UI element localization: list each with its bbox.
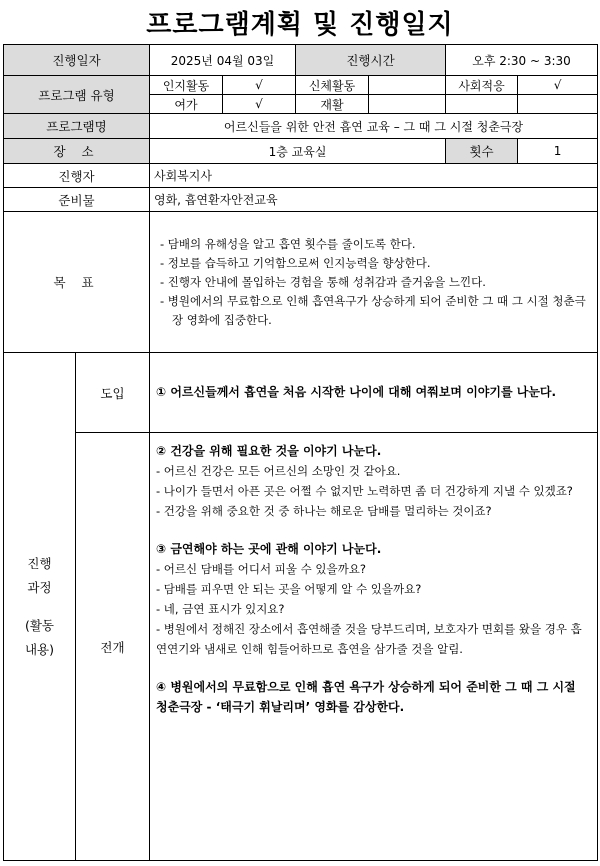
type-mark-leisure: √ bbox=[223, 95, 296, 114]
goal-item: - 병원에서의 무료함으로 인해 흡연욕구가 상승하게 되어 준비한 그 때 그 시절 청춘극장 영화에 집중한다. bbox=[160, 293, 586, 327]
row-place bbox=[4, 139, 598, 164]
development-content bbox=[150, 433, 598, 861]
type-name-physical: 신체활동 bbox=[296, 76, 369, 95]
type-mark-rehab bbox=[369, 95, 446, 114]
type-empty-1 bbox=[446, 95, 518, 114]
count-value: 1 bbox=[518, 139, 598, 164]
materials-label: 준비물 bbox=[4, 188, 150, 212]
goal-item: - 정보를 습득하고 기억함으로써 인지능력을 향상한다. bbox=[160, 255, 431, 270]
process-label-line: 내용) bbox=[24, 641, 55, 657]
process-label bbox=[4, 353, 76, 861]
materials-value: 영화, 흡연환자안전교육 bbox=[150, 188, 598, 212]
intro-label: 도입 bbox=[76, 353, 150, 433]
activity-section-2 bbox=[156, 441, 591, 521]
date-label: 진행일자 bbox=[4, 45, 150, 76]
goals-cell bbox=[150, 212, 598, 353]
row-development bbox=[4, 433, 598, 861]
goal-item: - 담배의 유해성을 알고 흡연 횟수를 줄이도록 한다. bbox=[160, 236, 416, 251]
activity-line: - 담배를 피우면 안 되는 곳을 어떻게 알 수 있을까요? bbox=[156, 582, 422, 596]
row-facilitator bbox=[4, 164, 598, 188]
type-name-social: 사회적응 bbox=[446, 76, 518, 95]
program-name-value: 어르신들을 위한 안전 흡연 교육 – 그 때 그 시절 청춘극장 bbox=[150, 114, 598, 139]
type-name-cognitive: 인지활동 bbox=[150, 76, 223, 95]
activity-line: - 병원에서 정해진 장소에서 흡연해줄 것을 당부드리며, 보호자가 면회를 왔을 경우 흡연연기와 냄새로 인해 힘들어하므로 흡연을 삼가줄 것을 알림. bbox=[156, 622, 582, 656]
program-type-label: 프로그램 유형 bbox=[4, 76, 150, 114]
type-empty-2 bbox=[518, 95, 598, 114]
page-title: 프로그램계획 및 진행일지 bbox=[146, 9, 454, 40]
row-program-name bbox=[4, 114, 598, 139]
row-date bbox=[4, 45, 598, 76]
activity-section-4 bbox=[156, 677, 591, 717]
type-mark-cognitive: √ bbox=[223, 76, 296, 95]
type-mark-physical bbox=[369, 76, 446, 95]
count-label: 횟수 bbox=[446, 139, 518, 164]
activity-line: - 어르신 담배를 어디서 피울 수 있을까요? bbox=[156, 562, 366, 576]
type-name-rehab: 재활 bbox=[296, 95, 369, 114]
intro-text: ① 어르신들께서 흡연을 처음 시작한 나이에 대해 여쭤보며 이야기를 나눈다. bbox=[150, 353, 598, 433]
goal-item: - 진행자 안내에 몰입하는 경험을 통해 성취감과 즐거움을 느낀다. bbox=[160, 274, 486, 289]
time-label: 진행시간 bbox=[296, 45, 446, 76]
date-value: 2025년 04월 03일 bbox=[150, 45, 296, 76]
row-type-1 bbox=[4, 76, 598, 95]
activity-heading: ③ 금연해야 하는 곳에 관해 이야기 나눈다. bbox=[156, 542, 382, 556]
program-log-table bbox=[3, 44, 598, 861]
place-value: 1층 교육실 bbox=[150, 139, 446, 164]
development-label: 전개 bbox=[76, 433, 150, 861]
activity-line: - 네, 금연 표시가 있지요? bbox=[156, 602, 285, 616]
facilitator-label: 진행자 bbox=[4, 164, 150, 188]
activity-heading: ④ 병원에서의 무료함으로 인해 흡연 욕구가 상승하게 되어 준비한 그 때 그 시절 청춘극장 - ‘태극기 휘날리며’ 영화를 감상한다. bbox=[156, 680, 576, 714]
process-label-line: 과정 bbox=[27, 579, 52, 595]
activity-section-3 bbox=[156, 539, 591, 659]
row-goals bbox=[4, 212, 598, 353]
place-label: 장 소 bbox=[4, 139, 150, 164]
time-value: 오후 2:30 ~ 3:30 bbox=[446, 45, 598, 76]
goals-label: 목 표 bbox=[4, 212, 150, 353]
facilitator-value: 사회복지사 bbox=[150, 164, 598, 188]
type-mark-social: √ bbox=[518, 76, 598, 95]
process-label-line: (활동 bbox=[24, 617, 55, 633]
type-name-leisure: 여가 bbox=[150, 95, 223, 114]
row-materials bbox=[4, 188, 598, 212]
activity-line: - 나이가 들면서 아픈 곳은 어쩔 수 없지만 노력하면 좀 더 건강하게 지낼 수 있겠죠? bbox=[156, 484, 573, 498]
process-label-line: 진행 bbox=[27, 555, 52, 571]
program-name-label: 프로그램명 bbox=[4, 114, 150, 139]
activity-line: - 어르신 건강은 모든 어르신의 소망인 것 같아요. bbox=[156, 464, 401, 478]
activity-line: - 건강을 위해 중요한 것 중 하나는 해로운 담배를 멀리하는 것이죠? bbox=[156, 504, 492, 518]
goals-list bbox=[154, 235, 593, 330]
activity-heading: ② 건강을 위해 필요한 것을 이야기 나눈다. bbox=[156, 444, 382, 458]
row-intro bbox=[4, 353, 598, 433]
